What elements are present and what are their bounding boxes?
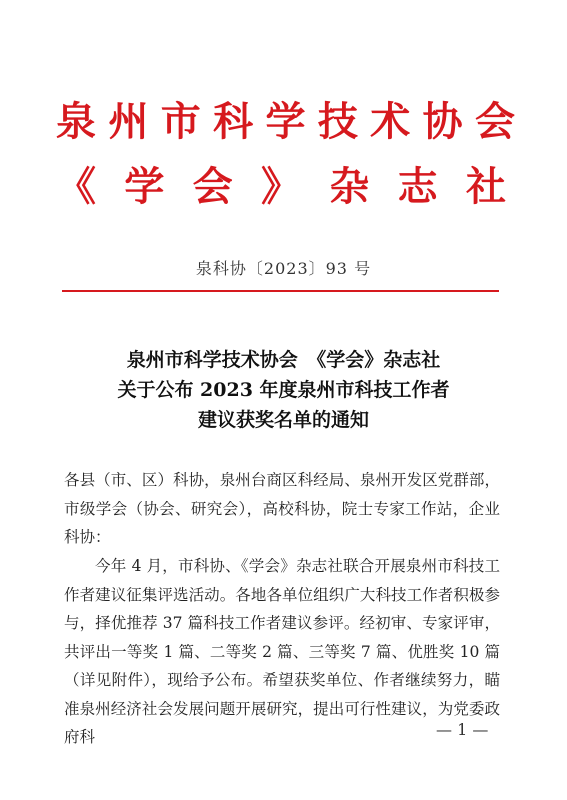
- notice-title-line-2: 关于公布 2023 年度泉州市科技工作者: [117, 379, 450, 401]
- org-name-title: 泉州市科学技术协会: [56, 98, 516, 145]
- notice-title-line-3: 建议获奖名单的通知: [197, 409, 369, 431]
- journal-name-title: 《学会》杂志社: [56, 163, 516, 210]
- body-paragraph: 今年 4 月，市科协、《学会》杂志社联合开展泉州市科技工作者建议征集评选活动。各地各单位组织广大科技工作者积极参与，择优推荐 37 篇科技工作者建议参评。经初审、专家评审，共评出一等奖 1 篇、二等奖 2 篇、三等奖 7 篇、优胜奖 10 篇（详见附件），现给予公布。希望获奖单位、作者继续努力，瞄准泉州经济社会发展问题开展研究，提出可行性建议，为党委政府科: [64, 557, 500, 746]
- page-number: — 1 —: [436, 720, 489, 739]
- notice-title-line-1: 泉州市科学技术协会 《学会》杂志社: [126, 349, 441, 371]
- salutation: 各县（市、区）科协，泉州台商区科经局、泉州开发区党群部，市级学会（协会、研究会），高校科协，院士专家工作站，企业科协：: [64, 471, 500, 546]
- notice-title: [0, 345, 567, 435]
- document-number: 泉科协〔2023〕93 号: [195, 259, 372, 278]
- red-divider-line: [62, 290, 499, 292]
